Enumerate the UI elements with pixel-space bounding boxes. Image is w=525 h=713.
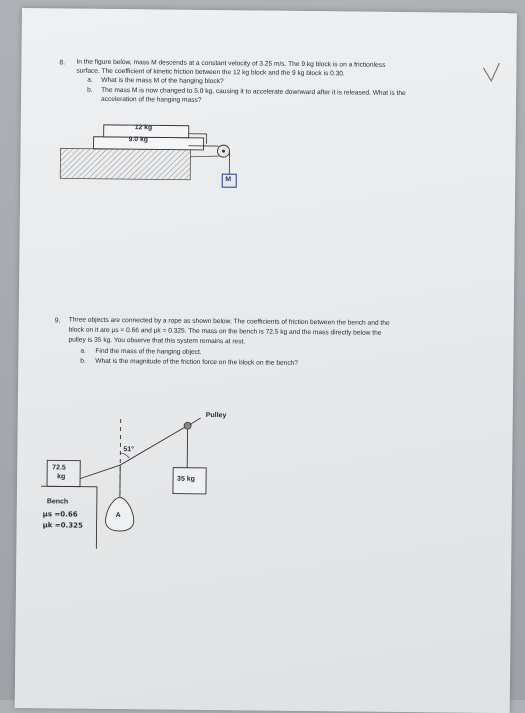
q9-figure [15,8,517,713]
q8-b-text2: acceleration of the hanging mass? [101,96,202,106]
q9-angle-label: 51° [123,446,134,455]
q9-b-label: b. [80,358,86,367]
q8-line2: surface. The coefficient of kinetic friction between the 12 kg block and the 9 kg block is 0.30. [76,68,345,79]
q8-hanging-mass-label: M [225,176,231,185]
q9-line3: pulley is 35 kg. You observe that this system remains at rest. [68,337,245,347]
q8-b-label: b. [87,87,93,96]
q9-mu-s-label: μs =0.66 [43,510,78,519]
q9-pulley-label: Pulley [206,412,227,421]
q9-block-35kg-label: 35 kg [177,476,195,485]
q8-line1: In the figure below, mass M descends at a constant velocity of 3.25 m/s. The 9 kg block is on a frictionless [76,59,385,71]
q8-a-text: What is the mass M of the hanging block? [101,77,224,87]
q9-line2: block on it are μs = 0.66 and μk = 0.325. The mass on the bench is 72.5 kg and the mass directly below the [69,327,382,339]
q9-bench-block-label-2: kg [57,473,65,482]
q9-mass-a-label: A [116,512,121,521]
q9-b-text: What is the magnitude of the friction force on the block on the bench? [95,358,298,369]
q8-b-text1: The mass M is now changed to 5.0 kg, causing it to accelerate downward after it is released. What is the [101,87,406,99]
q9-a-label: a. [80,348,86,357]
q9-mu-k-label: μk =0.325 [43,521,83,530]
q8-a-label: a. [87,77,93,86]
q9-bench-block-label-1: 72.5 [52,464,66,473]
q9-bench-label: Bench [47,498,68,507]
q8-number: 8. [59,59,65,66]
q9-rope-horizontal [80,465,120,479]
q9-line1: Three objects are connected by a rope as shown below. The coefficients of friction between the bench and the [69,317,390,329]
q9-a-text: Find the mass of the hanging object. [95,348,201,358]
q8-block-12kg-label: 12 kg [135,124,152,133]
q9-number: 9. [55,317,61,324]
worksheet-page [15,8,517,713]
q9-pulley [184,422,191,429]
q9-pulley-leader [190,418,201,425]
q8-block-9kg-label: 9.0 kg [129,136,148,145]
